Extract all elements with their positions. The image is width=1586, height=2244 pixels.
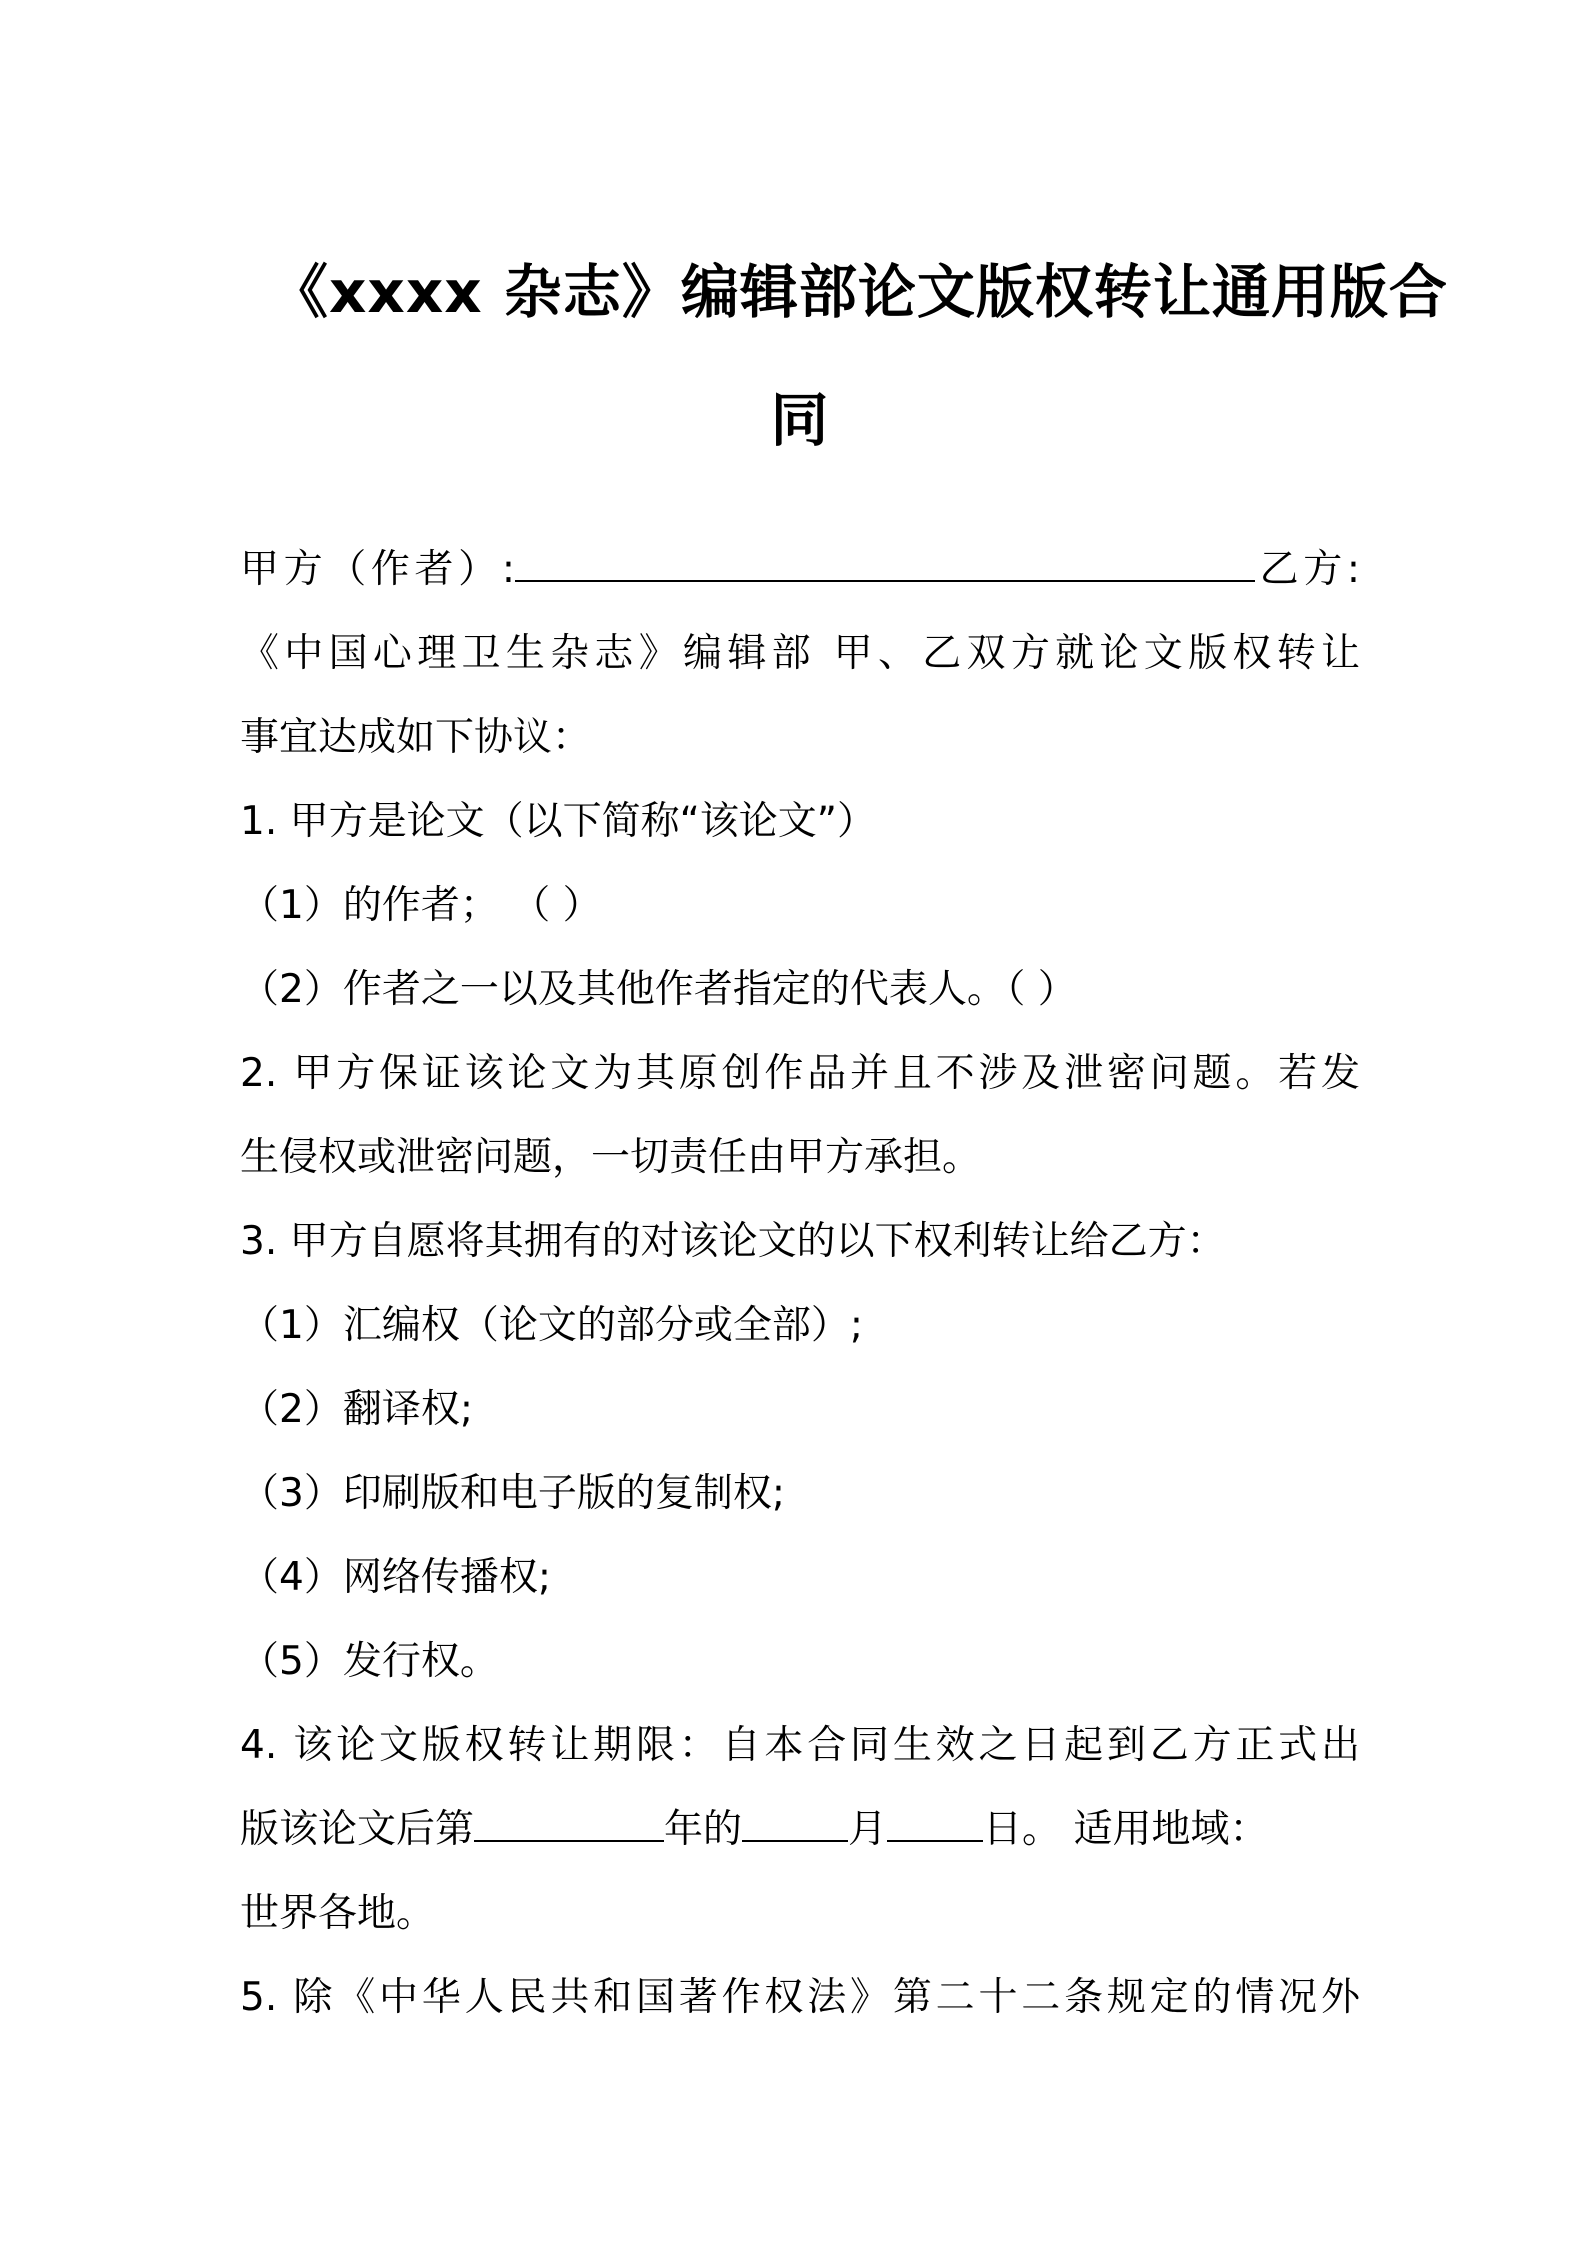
clause-4-text-d: 日。 适用地域： bbox=[983, 1807, 1269, 1852]
clause-4-line-2 bbox=[240, 1800, 1268, 1860]
clause-4-line-1: 4. 该论文版权转让期限：自本合同生效之日起到乙方正式出 bbox=[240, 1723, 1360, 1768]
body-line: 事宜达成如下协议： bbox=[240, 715, 592, 760]
document-title-line-2: 同 bbox=[770, 386, 830, 454]
clause-3-right-5: （5）发行权。 bbox=[240, 1639, 499, 1684]
clause-2-line-2: 生侵权或泄密问题，一切责任由甲方承担。 bbox=[240, 1135, 982, 1180]
year-blank bbox=[474, 1800, 664, 1842]
clause-2-line-1: 2. 甲方保证该论文为其原创作品并且不涉及泄密问题。若发 bbox=[240, 1051, 1360, 1096]
party-b-label: 乙方: bbox=[1254, 547, 1360, 592]
clause-3: 3. 甲方自愿将其拥有的对该论文的以下权利转让给乙方： bbox=[240, 1219, 1226, 1264]
clause-4-line-3: 世界各地。 bbox=[240, 1891, 436, 1936]
clause-3-right-4: （4）网络传播权; bbox=[240, 1555, 551, 1600]
clause-5-line-1: 5. 除《中华人民共和国著作权法》第二十二条规定的情况外 bbox=[240, 1975, 1360, 2020]
clause-3-right-1: （1）汇编权（论文的部分或全部）; bbox=[240, 1303, 863, 1348]
clause-4-text-b: 年的 bbox=[664, 1807, 743, 1852]
clause-1-option-2: （2）作者之一以及其他作者指定的代表人。（ ） bbox=[240, 967, 1077, 1012]
document-title-line-1: 《xxxx 杂志》编辑部论文版权转让通用版合 bbox=[270, 258, 1448, 326]
clause-1-option-1: （1）的作者； （ ） bbox=[240, 883, 602, 928]
clause-1: 1. 甲方是论文（以下简称“该论文”） bbox=[240, 799, 877, 844]
clause-3-right-2: （2）翻译权; bbox=[240, 1387, 473, 1432]
month-blank bbox=[742, 1800, 848, 1842]
clause-3-right-3: （3）印刷版和电子版的复制权; bbox=[240, 1471, 785, 1516]
parties-line bbox=[240, 540, 1360, 600]
body-line: 《中国心理卫生杂志》编辑部 甲、乙双方就论文版权转让 bbox=[240, 631, 1360, 676]
party-a-label: 甲方（作者）: bbox=[240, 547, 515, 592]
clause-4-text-a: 版该论文后第 bbox=[240, 1807, 475, 1852]
clause-4-text-c: 月 bbox=[848, 1807, 888, 1852]
day-blank bbox=[887, 1800, 983, 1842]
party-a-blank bbox=[515, 540, 1255, 582]
